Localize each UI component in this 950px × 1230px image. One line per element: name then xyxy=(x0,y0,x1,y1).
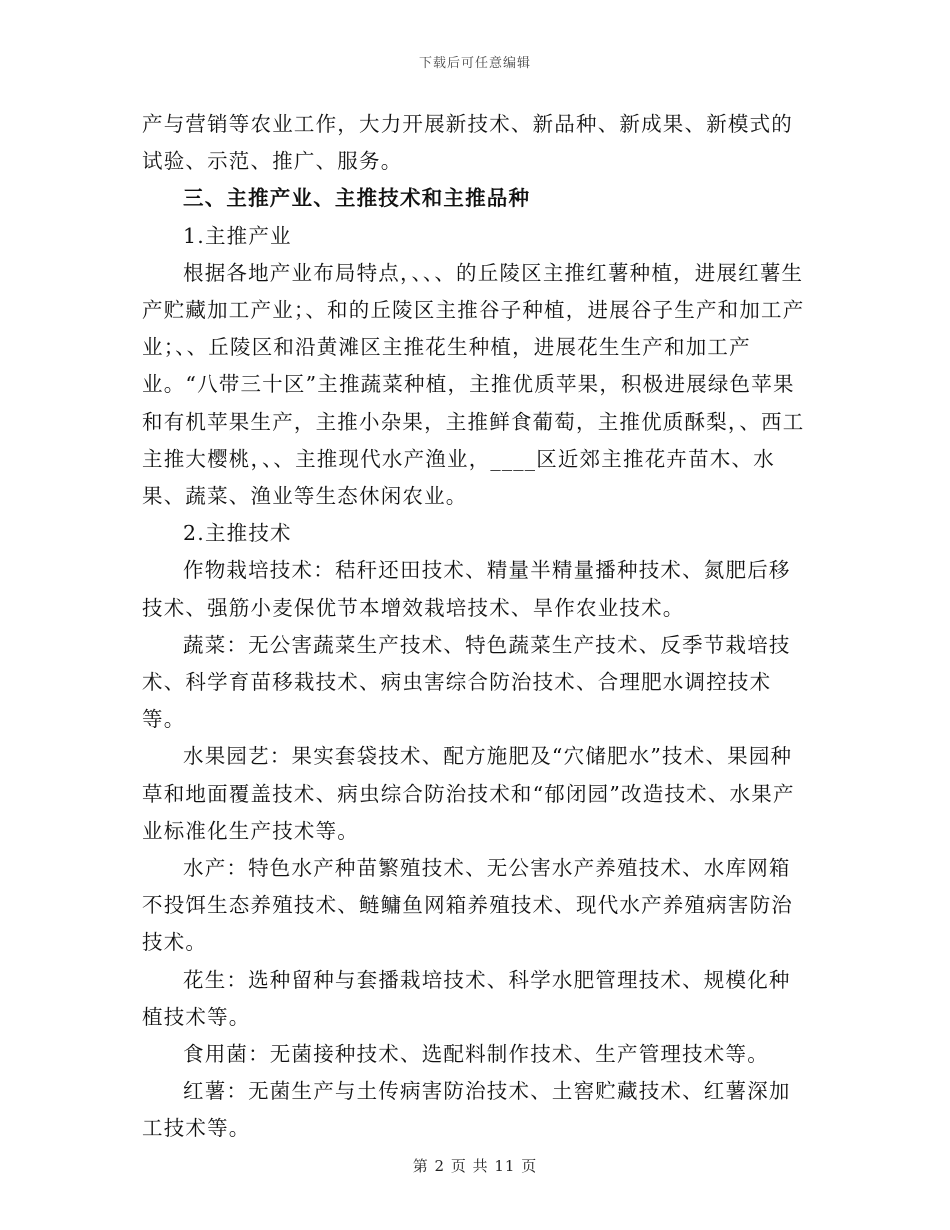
subheading-technologies: 2.主推技术 xyxy=(183,521,292,546)
document-body xyxy=(142,106,808,1148)
page-number: 第 2 页 共 11 页 xyxy=(412,1157,538,1175)
paragraph-edible-fungi: 食用菌：无菌接种技术、选配料制作技术、生产管理技术等。 xyxy=(183,1042,769,1067)
paragraph-peanut: 花生：选种留种与套播栽培技术、科学水肥管理技术、规模化种植技术等。 xyxy=(142,967,791,1029)
paragraph-industries: 根据各地产业布局特点，、、、的丘陵区主推红薯种植，进展红薯生产贮藏加工产业；、和的丘陵区主推谷子种植，进展谷子生产和加工产业；、、丘陵区和沿黄滩区主推花生种植，进展花生生产和加工产业。“八带三十区”主推蔬菜种植，主推优质苹果，积极进展绿色苹果和有机苹果生产，主推小杂果，主推鲜食葡萄，主推优质酥梨，、西工主推大樱桃，、、主推现代水产渔业，____区近郊主推花卉苗木、水果、蔬菜、渔业等生态休闲农业。 xyxy=(142,260,805,509)
paragraph-sweet-potato: 红薯：无菌生产与土传病害防治技术、土窖贮藏技术、红薯深加工技术等。 xyxy=(142,1079,791,1141)
page-header-note: 下载后可任意编辑 xyxy=(418,56,531,71)
paragraph-vegetables: 蔬菜：无公害蔬菜生产技术、特色蔬菜生产技术、反季节栽培技术、科学育苗移栽技术、病虫害综合防治技术、合理肥水调控技术等。 xyxy=(142,632,791,732)
paragraph-crop-cultivation: 作物栽培技术：秸秆还田技术、精量半精量播种技术、氮肥后移技术、强筋小麦保优节本增效栽培技术、旱作农业技术。 xyxy=(142,558,791,620)
subheading-industries: 1.主推产业 xyxy=(183,223,292,248)
paragraph-aquaculture: 水产：特色水产种苗繁殖技术、无公害水产养殖技术、水库网箱不投饵生态养殖技术、鲢鳙鱼网箱养殖技术、现代水产养殖病害防治技术。 xyxy=(142,856,793,955)
paragraph-fruit-horticulture: 水果园艺：果实套袋技术、配方施肥及“穴储肥水”技术、果园种草和地面覆盖技术、病虫综合防治技术和“郁闭园”改造技术、水果产业标准化生产技术等。 xyxy=(142,744,795,843)
paragraph-continuation: 产与营销等农业工作，大力开展新技术、新品种、新成果、新模式的试验、示范、推广、服务。 xyxy=(142,112,793,174)
section-heading: 三、主推产业、主推技术和主推品种 xyxy=(183,186,531,211)
